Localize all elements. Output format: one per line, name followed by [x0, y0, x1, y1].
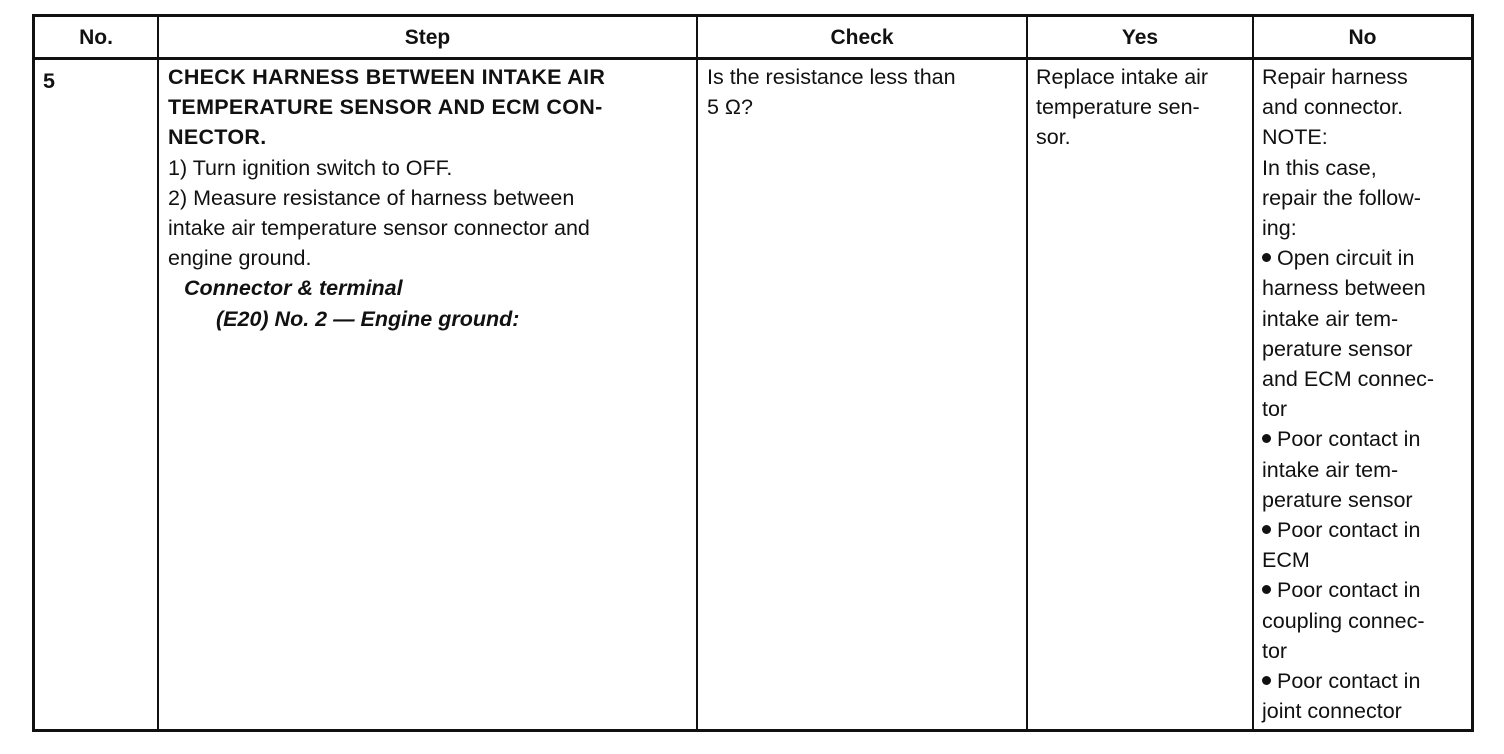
bullet-icon: [1262, 585, 1271, 594]
step-body-line: 2) Measure resistance of harness between: [168, 185, 575, 210]
step-title-line: CHECK HARNESS BETWEEN INTAKE AIR: [168, 65, 606, 89]
bullet-item: [1262, 666, 1463, 696]
bullet-continuation: tor: [1262, 397, 1288, 422]
no-line: ing:: [1262, 216, 1297, 241]
header-row: [35, 17, 1471, 59]
table-row: [35, 59, 1471, 730]
bullet-continuation: joint connector: [1262, 699, 1402, 724]
bullet-item: [1262, 243, 1463, 273]
step-title-line: TEMPERATURE SENSOR AND ECM CON-: [168, 95, 603, 120]
bullet-text: Poor contact in: [1277, 669, 1421, 694]
no-line: In this case,: [1262, 155, 1377, 180]
bullet-continuation: perature sensor: [1262, 487, 1413, 512]
bullet-text: Open circuit in: [1277, 246, 1415, 271]
bullet-icon: [1262, 525, 1271, 534]
step-body-line: 1) Turn ignition switch to OFF.: [168, 155, 453, 180]
header-no: No.: [35, 17, 158, 59]
header-step: Step: [158, 17, 697, 59]
diagnostic-table-frame: [32, 14, 1474, 732]
bullet-text: Poor contact in: [1277, 427, 1421, 452]
step-body-line: engine ground.: [168, 246, 312, 271]
yes-line: temperature sen-: [1036, 95, 1200, 120]
bullet-continuation: ECM: [1262, 548, 1310, 573]
no-line: Repair harness: [1262, 65, 1408, 89]
bullet-item: [1262, 575, 1463, 605]
step-number: 5: [35, 59, 158, 730]
spec-value: (E20) No. 2 — Engine ground:: [216, 306, 520, 331]
check-line: Is the resistance less than: [707, 65, 956, 89]
yes-cell: [1027, 59, 1253, 730]
bullet-text: Poor contact in: [1277, 518, 1421, 543]
bullet-continuation: tor: [1262, 638, 1288, 663]
check-cell: [697, 59, 1027, 730]
bullet-icon: [1262, 434, 1271, 443]
step-cell: [158, 59, 697, 730]
no-line: NOTE:: [1262, 125, 1328, 150]
check-line: 5 Ω?: [707, 95, 753, 120]
spec-label: Connector & terminal: [184, 276, 403, 301]
diagnostic-table: [35, 17, 1471, 729]
no-result-cell: [1253, 59, 1471, 730]
bullet-continuation: harness between: [1262, 276, 1426, 301]
header-check: Check: [697, 17, 1027, 59]
header-yes: Yes: [1027, 17, 1253, 59]
bullet-item: [1262, 424, 1463, 454]
step-body-line: intake air temperature sensor connector and: [168, 216, 590, 241]
bullet-text: Poor contact in: [1277, 578, 1421, 603]
yes-line: sor.: [1036, 125, 1071, 150]
bullet-icon: [1262, 676, 1271, 685]
header-no-result: No: [1253, 17, 1471, 59]
bullet-continuation: intake air tem-: [1262, 306, 1399, 331]
bullet-continuation: coupling connec-: [1262, 608, 1425, 633]
no-line: and connector.: [1262, 95, 1404, 120]
step-title-line: NECTOR.: [168, 125, 267, 150]
bullet-continuation: and ECM connec-: [1262, 367, 1435, 392]
yes-line: Replace intake air: [1036, 65, 1209, 89]
bullet-continuation: perature sensor: [1262, 336, 1413, 361]
bullet-icon: [1262, 253, 1271, 262]
bullet-item: [1262, 515, 1463, 545]
no-line: repair the follow-: [1262, 185, 1421, 210]
bullet-continuation: intake air tem-: [1262, 457, 1399, 482]
